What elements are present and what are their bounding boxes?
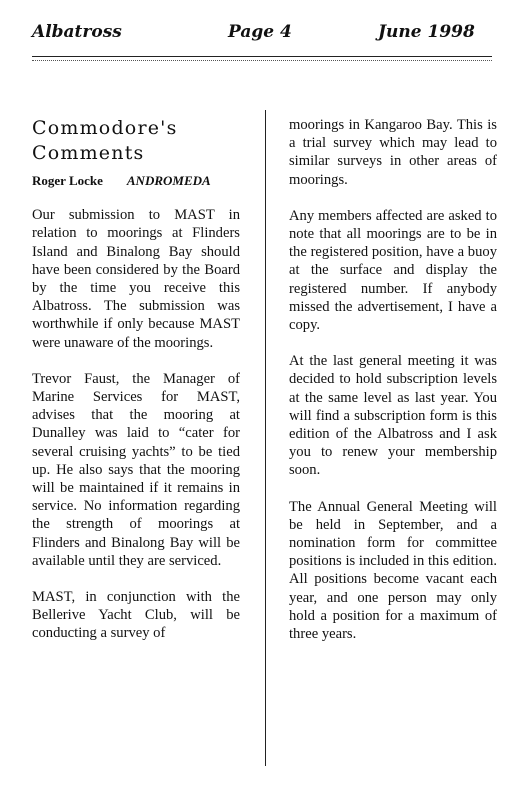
header-rule [32, 56, 492, 57]
page-header [32, 22, 494, 52]
boat-name: ANDROMEDA [126, 173, 211, 188]
article-title: Commodore's Comments [32, 117, 178, 164]
issue-date: June 1998 [378, 22, 475, 42]
column-divider [265, 110, 266, 766]
paragraph: Any members affected are asked to note that all moorings are to be in the registered position, have a buoy at the surface and display the registered number. If anybody missed the advertisement, I have a copy. [289, 207, 497, 334]
paragraph: moorings in Kangaroo Bay. This is a trial survey which may lead to similar surveys in other areas of moorings. [289, 117, 497, 188]
paragraph: MAST, in conjunction with the Bellerive Yacht Club, will be conducting a survey of [32, 589, 240, 642]
author-name: Roger Locke [32, 173, 103, 188]
header-rule-dotted [32, 60, 492, 61]
paragraph: Our submission to MAST in relation to moorings at Flinders Island and Binalong Bay should have been considered by the Board by the time you receive this Albatross. The submission was worthwhile if only because MAST were unaware of the moorings. [32, 207, 240, 351]
paragraph: At the last general meeting it was decided to hold subscription levels at the same level as last year. You will find a subscription form is this edition of the Albatross and I ask you to renew your membership soon. [289, 353, 497, 479]
paragraph: Trevor Faust, the Manager of Marine Services for MAST, advises that the mooring at Dunalley was laid to “cater for several cruising yachts” to be tied up. He also says that the mooring will be maintained if it remains in service. No information regarding the strength of moorings at Flinders and Binalong Bay will be available until they are serviced. [32, 370, 240, 569]
paragraph: The Annual General Meeting will be held in September, and a nomination form for committee positions is included in this edition. All positions become vacant each year, and one person may only hold a position for a maximum of three years. [289, 498, 497, 643]
right-column [289, 116, 497, 643]
newsletter-name: Albatross [32, 22, 122, 42]
left-column [32, 116, 240, 643]
byline [32, 172, 240, 190]
page-number: Page 4 [228, 22, 292, 42]
